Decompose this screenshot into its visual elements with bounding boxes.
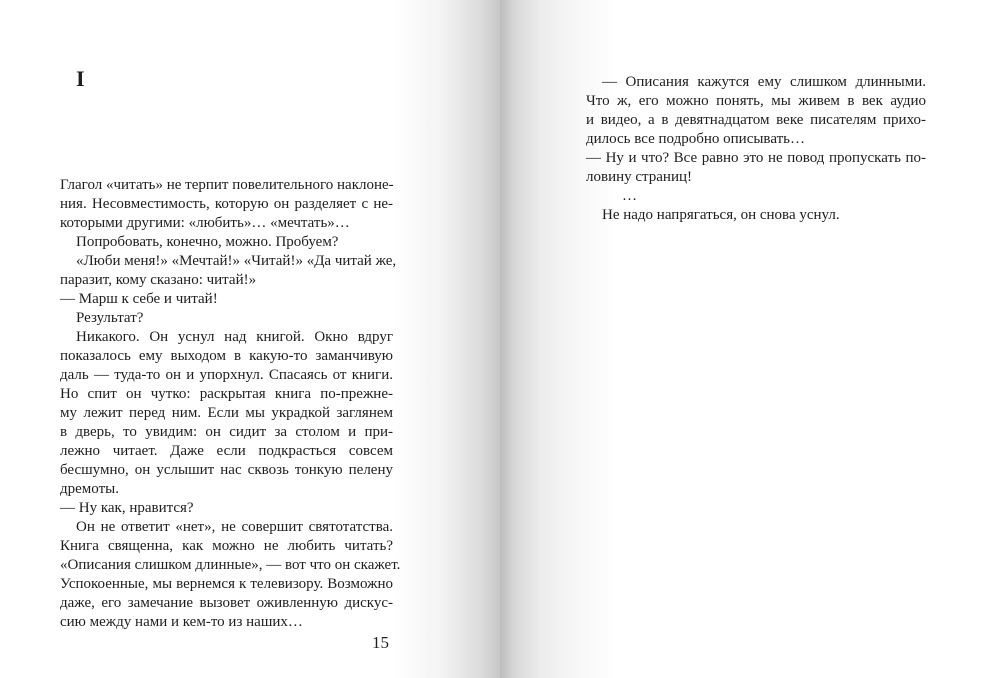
text-line: — Ну как, нравится? — [60, 500, 194, 516]
text-line: Результат? — [76, 310, 144, 326]
text-line: в дверь, то увидим: он сидит за столом и при- — [60, 424, 393, 440]
text-line: даль — туда-то он и упорхнул. Спасаясь от книги. — [60, 367, 393, 383]
text-line: ловину страниц! — [586, 169, 693, 185]
text-line: «Описания слишком длинные», — вот что он скажет. — [60, 557, 401, 573]
text-line: даже, его замечание вызовет оживленную дискус- — [60, 595, 393, 611]
text-line: Попробовать, конечно, можно. Пробуем? — [76, 234, 339, 250]
left-page-text — [60, 176, 401, 632]
text-line: Глагол «читать» не терпит повелительного наклоне- — [60, 177, 394, 193]
text-line: — Описания кажутся ему слишком длинными. — [602, 74, 926, 90]
text-line: Книга священна, как можно не любить читать? — [60, 538, 393, 554]
right-page-text — [586, 73, 926, 225]
text-line: «Люби меня!» «Мечтай!» «Читай!» «Да читай же, — [76, 253, 397, 269]
text-line: и видео, а в девятнадцатом веке писателям прихо- — [586, 112, 926, 128]
text-line: бесшумно, он услышит нас сквозь тонкую пелену — [60, 462, 393, 478]
text-line: которыми другими: «любить»… «мечтать»… — [60, 215, 350, 231]
text-line: лежно читает. Даже если подкрасться совсем — [60, 443, 393, 459]
text-line: … — [622, 188, 637, 204]
right-page — [500, 0, 1000, 678]
text-line: показалось ему выходом в какую-то заманчивую — [60, 348, 393, 364]
text-line: Не надо напрягаться, он снова уснул. — [602, 207, 840, 223]
text-line: Успокоенные, мы вернемся к телевизору. Возможно — [60, 576, 393, 592]
page-number: 15 — [372, 633, 389, 652]
text-line: Но спит он чутко: раскрытая книга по-прежне- — [60, 386, 393, 402]
text-line: Никакого. Он уснул над книгой. Окно вдруг — [76, 329, 393, 345]
text-line: Он не ответит «нет», не совершит святотатства. — [76, 519, 393, 535]
text-line: паразит, кому сказано: читай!» — [60, 272, 257, 288]
text-line: — Ну и что? Все равно это не повод пропускать по- — [586, 150, 926, 166]
text-line: му лежит перед ним. Если мы украдкой заглянем — [60, 405, 393, 421]
text-line: дилось все подробно описывать… — [586, 131, 805, 147]
text-line: Что ж, его можно понять, мы живем в век аудио — [586, 93, 926, 109]
text-line: сию между нами и кем-то из наших… — [60, 614, 303, 630]
chapter-numeral: I — [76, 66, 85, 91]
text-line: ния. Несовместимость, которую он разделяет с не- — [60, 196, 393, 212]
text-line: — Марш к себе и читай! — [60, 291, 218, 307]
text-line: дремоты. — [60, 481, 119, 497]
